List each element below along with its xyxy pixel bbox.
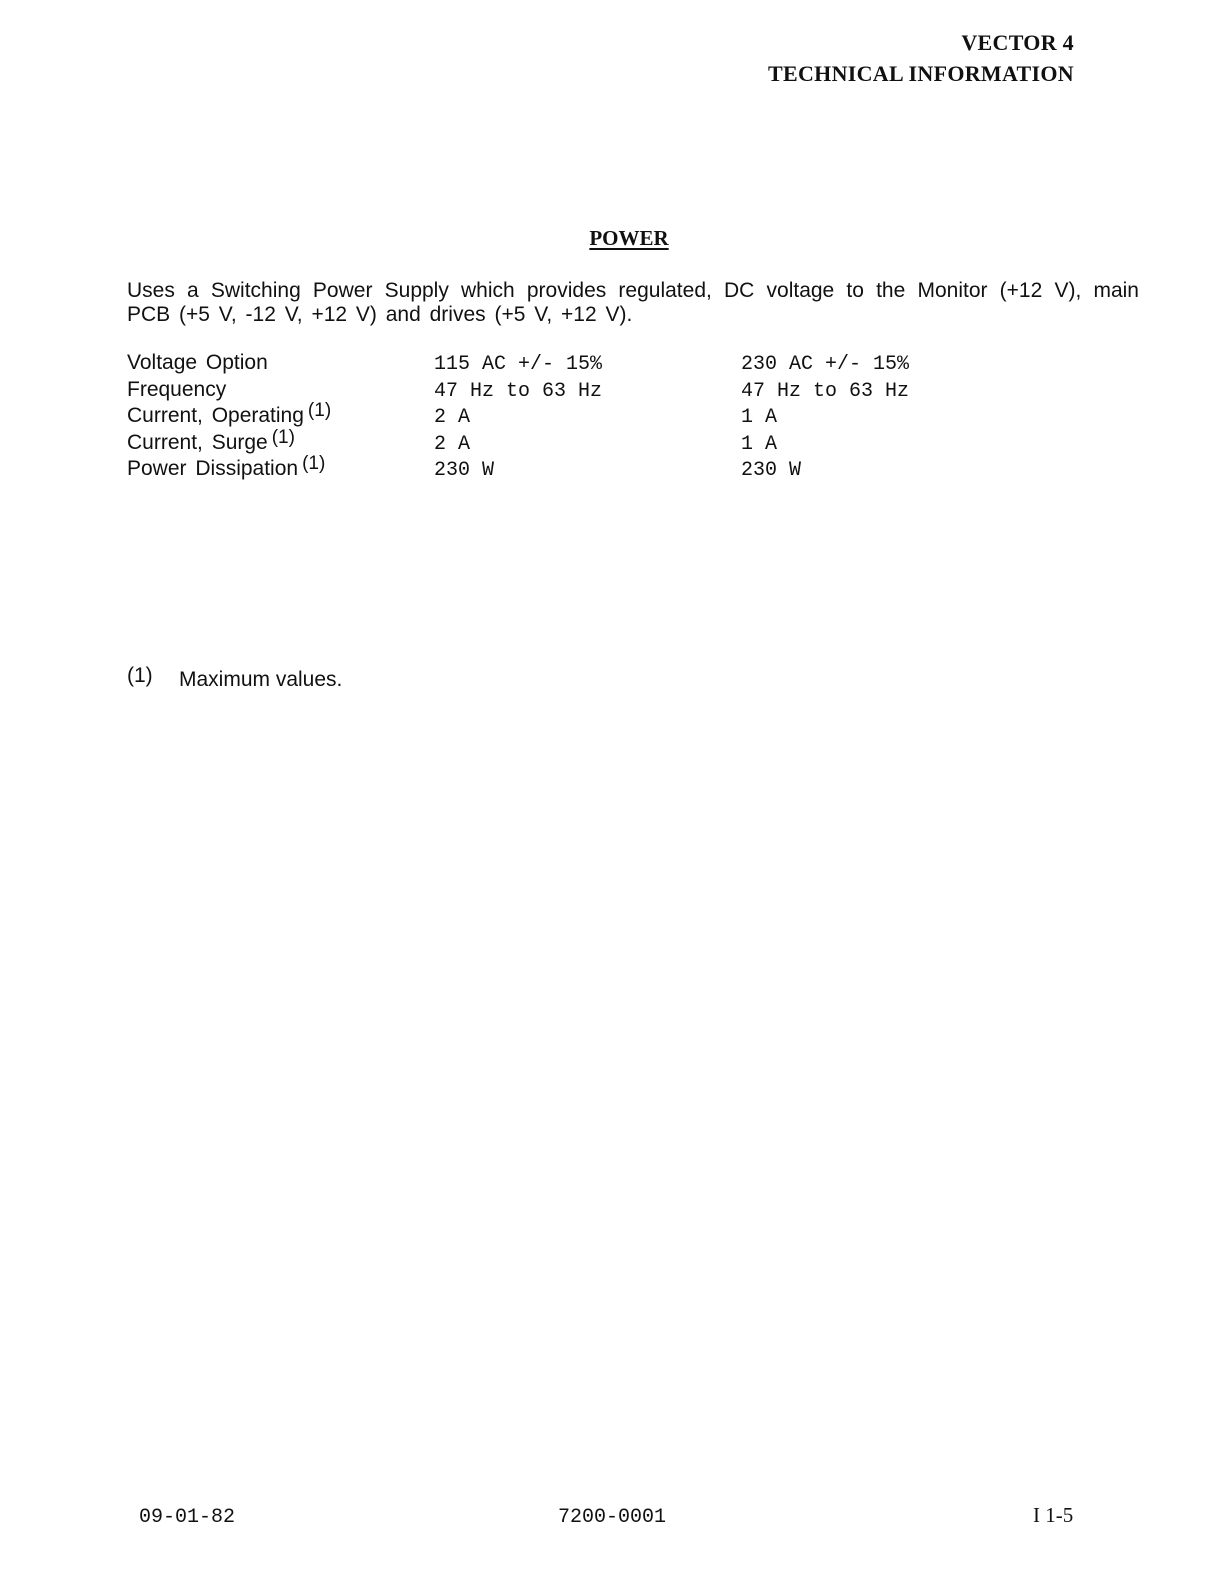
spec-label: Power Dissipation — [127, 457, 299, 480]
spec-value-230v: 230 W — [741, 459, 802, 482]
footnote — [127, 664, 343, 692]
spec-label: Frequency — [127, 377, 227, 401]
header-title: VECTOR 4 — [961, 30, 1074, 55]
spec-row — [127, 457, 1048, 484]
spec-row — [127, 378, 1048, 405]
spec-value-115v: 230 W — [434, 459, 495, 482]
footnote-reference: (1) — [302, 453, 326, 474]
header-subtitle: TECHNICAL INFORMATION — [768, 61, 1074, 86]
spec-value-115v: 47 Hz to 63 Hz — [434, 379, 603, 403]
section-title: POWER — [589, 226, 669, 250]
footnote-reference: (1) — [307, 400, 332, 421]
footnote-reference: (1) — [271, 426, 295, 448]
spec-value-230v: 1 A — [741, 432, 778, 456]
spec-label: Current, Surge — [127, 430, 268, 454]
footnote-mark: (1) — [127, 664, 153, 687]
spec-value-115v: 2 A — [434, 432, 471, 456]
section-intro: Uses a Switching Power Supply which provides regulated, DC voltage to the Monitor (+12 V), main PCB (+5 V, -12 V, +12 V) and drives (+5 V, +12 V). — [127, 279, 1139, 326]
spec-table — [127, 351, 1048, 484]
spec-value-230v: 1 A — [741, 406, 778, 429]
spec-value-230v: 47 Hz to 63 Hz — [741, 379, 910, 403]
spec-label: Voltage Option — [127, 351, 268, 374]
page-header — [768, 27, 1074, 89]
footer-date: 09-01-82 — [139, 1506, 236, 1529]
footnote-text: Maximum values. — [179, 668, 343, 691]
spec-row — [127, 351, 1048, 378]
spec-value-230v: 230 AC +/- 15% — [741, 353, 910, 376]
spec-row — [127, 431, 1048, 458]
spec-row — [127, 404, 1048, 431]
footer-page-number: I 1-5 — [1033, 1503, 1074, 1527]
footer-doc-number: 7200-0001 — [558, 1506, 667, 1529]
spec-value-115v: 2 A — [434, 406, 471, 429]
spec-value-115v: 115 AC +/- 15% — [434, 353, 603, 376]
spec-label: Current, Operating — [127, 404, 304, 427]
